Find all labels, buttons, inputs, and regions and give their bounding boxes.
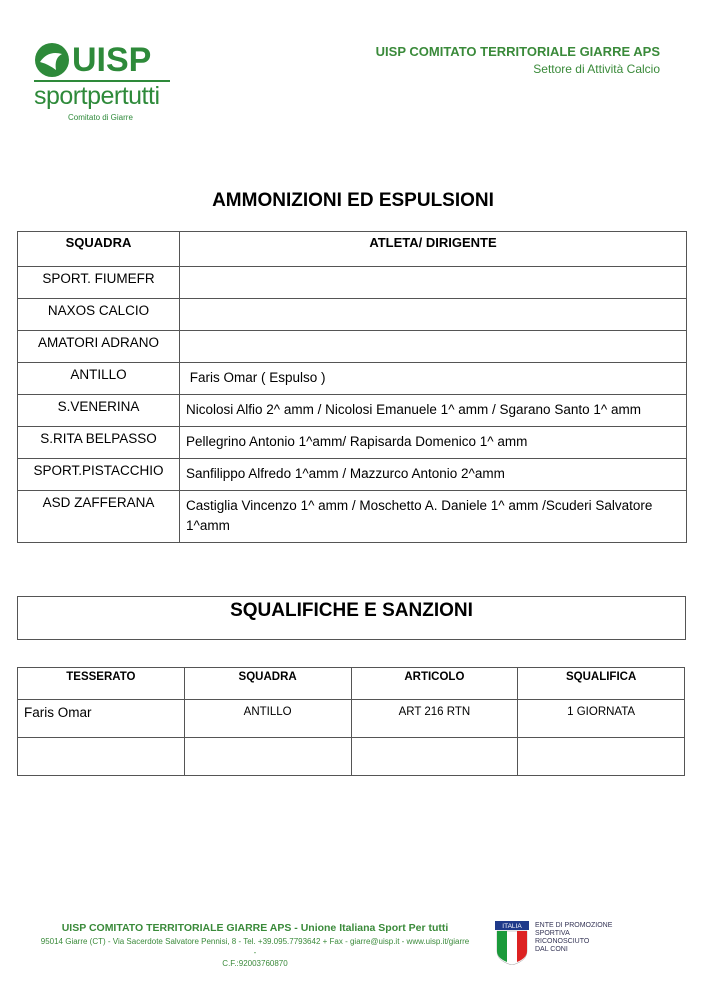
athlete-cell: Nicolosi Alfio 2^ amm / Nicolosi Emanuele 1^ amm / Sgarano Santo 1^ amm (180, 395, 687, 427)
table-row (18, 363, 687, 395)
coni-shield-icon (495, 921, 529, 965)
table-row (18, 267, 687, 299)
team-cell: SPORT. FIUMEFR (18, 267, 180, 299)
logo-committee: Comitato di Giarre (68, 113, 133, 122)
logo-text: UISP (72, 41, 152, 79)
warnings-table (17, 231, 687, 543)
table-row (18, 299, 687, 331)
footer-address (40, 936, 470, 969)
athlete-cell: Faris Omar ( Espulso ) (180, 363, 687, 395)
flag-label: ITALIA (502, 923, 522, 930)
table-row (18, 459, 687, 491)
footer-address-line: 95014 Giarre (CT) - Via Sacerdote Salvatore Pennisi, 8 - Tel. +39.095.7793642 + Fax - giarre@uisp.it - www.uisp.it/giarre - (40, 937, 470, 957)
sanctions-table (17, 667, 685, 776)
athlete-cell (180, 331, 687, 363)
article-cell: ART 216 RTN (351, 700, 518, 738)
team-cell: S.RITA BELPASSO (18, 427, 180, 459)
logo-subtitle: sportpertutti (34, 82, 160, 110)
col-header-member: TESSERATO (18, 668, 185, 700)
team-cell: ANTILLO (184, 700, 351, 738)
team-cell: ANTILLO (18, 363, 180, 395)
table-row (18, 427, 687, 459)
uisp-logo (32, 40, 177, 125)
member-cell (18, 738, 185, 776)
suspension-cell (518, 738, 685, 776)
table-row (18, 331, 687, 363)
section-title-warnings: AMMONIZIONI ED ESPULSIONI (212, 190, 494, 211)
team-cell (184, 738, 351, 776)
coni-line: DAL CONI (535, 946, 568, 953)
athlete-cell: Sanfilippo Alfredo 1^amm / Mazzurco Antonio 2^amm (180, 459, 687, 491)
coni-line: RICONOSCIUTO (535, 938, 590, 945)
org-sector: Settore di Attività Calcio (533, 62, 660, 76)
coni-line: ENTE DI PROMOZIONE (535, 922, 613, 929)
table-row (18, 395, 687, 427)
table-row (18, 738, 685, 776)
team-cell: S.VENERINA (18, 395, 180, 427)
team-cell: NAXOS CALCIO (18, 299, 180, 331)
col-header-team: SQUADRA (184, 668, 351, 700)
athlete-cell (180, 267, 687, 299)
team-cell: ASD ZAFFERANA (18, 491, 180, 543)
member-cell: Faris Omar (18, 700, 185, 738)
athlete-cell: Pellegrino Antonio 1^amm/ Rapisarda Domenico 1^ amm (180, 427, 687, 459)
footer-org: UISP COMITATO TERRITORIALE GIARRE APS - Unione Italiana Sport Per tutti (61, 922, 449, 934)
article-cell (351, 738, 518, 776)
org-name: UISP COMITATO TERRITORIALE GIARRE APS (375, 44, 660, 59)
team-cell: AMATORI ADRANO (18, 331, 180, 363)
runner-logo-icon (32, 40, 72, 80)
table-row (18, 491, 687, 543)
athlete-cell (180, 299, 687, 331)
coni-recognition (535, 922, 612, 954)
table-row (18, 700, 685, 738)
coni-line: SPORTIVA (535, 930, 570, 937)
col-header-suspension: SQUALIFICA (518, 668, 685, 700)
col-header-athlete: ATLETA/ DIRIGENTE (180, 232, 687, 267)
col-header-team: SQUADRA (18, 232, 180, 267)
suspension-cell: 1 GIORNATA (518, 700, 685, 738)
team-cell: SPORT.PISTACCHIO (18, 459, 180, 491)
athlete-cell: Castiglia Vincenzo 1^ amm / Moschetto A. Daniele 1^ amm /Scuderi Salvatore 1^amm (180, 491, 687, 543)
col-header-article: ARTICOLO (351, 668, 518, 700)
footer-tax-code: C.F.:92003760870 (222, 959, 288, 968)
section-title-sanctions: SQUALIFICHE E SANZIONI (230, 600, 473, 621)
